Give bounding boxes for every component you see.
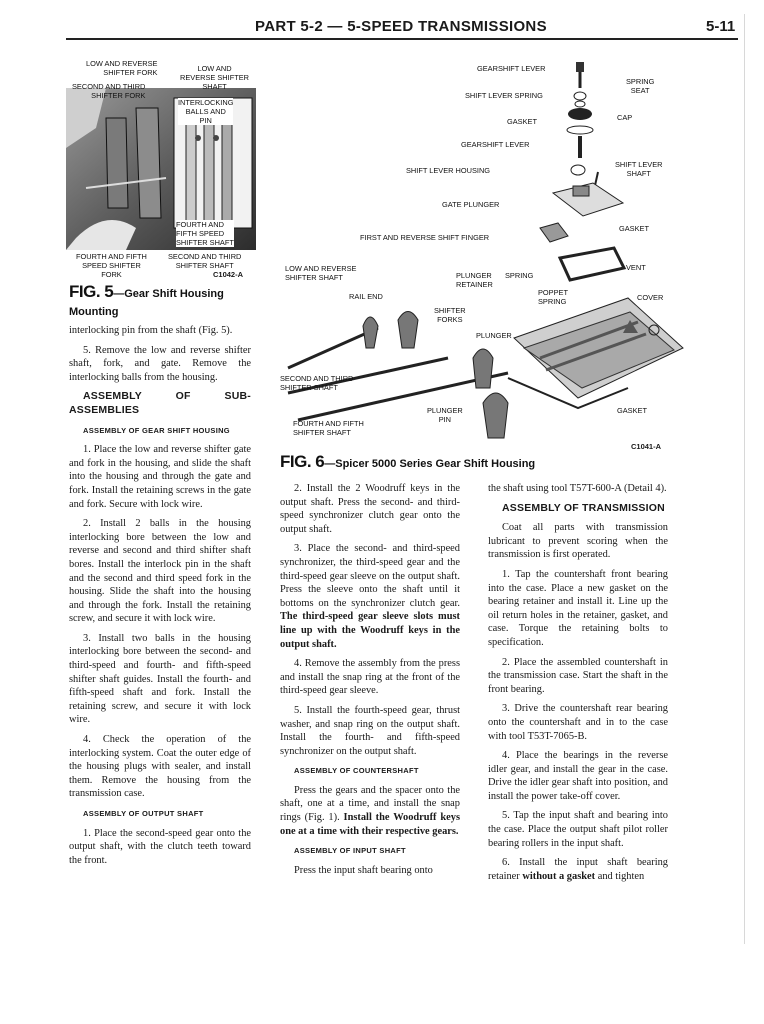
fig6-label-plunger-retainer: PLUNGER RETAINER <box>456 271 493 289</box>
fig5-label-low-rev-fork: LOW AND REVERSE SHIFTER FORK <box>86 59 158 77</box>
col3-step-6 <box>488 856 668 883</box>
fig6-label-shifter-forks: SHIFTER FORKS <box>434 306 466 324</box>
col2-input-shaft: Press the input shaft bearing onto <box>294 864 433 876</box>
fig6-label-spring-seat: SPRING SEAT <box>626 77 655 95</box>
col2-step-3 <box>280 542 460 651</box>
fig6-label-gearshift-lever-2: GEARSHIFT LEVER <box>461 140 530 149</box>
subheading-output-shaft: ASSEMBLY OF OUTPUT SHAFT <box>83 809 204 818</box>
fig6-label-shift-lever-housing: SHIFT LEVER HOUSING <box>406 166 491 175</box>
fig6-label-rail-end: RAIL END <box>349 292 383 301</box>
fig5-caption-number: FIG. 5 <box>69 282 114 301</box>
fig5-label-low-rev-shaft: LOW AND REVERSE SHIFTER SHAFT <box>180 64 249 91</box>
subheading-input-shaft: ASSEMBLY OF INPUT SHAFT <box>294 846 406 856</box>
fig6-caption-text: —Spicer 5000 Series Gear Shift Housing <box>324 458 536 470</box>
section-heading-transmission: ASSEMBLY OF TRANSMISSION <box>502 501 665 514</box>
fig5-caption-text: —Gear Shift Housing <box>113 288 224 300</box>
fig5-label-interlocking: INTERLOCKING BALLS AND PIN <box>178 98 234 125</box>
fig6-label-cap: CAP <box>617 113 633 122</box>
col1-interlock-text: interlocking pin from the shaft (Fig. 5). <box>69 325 233 336</box>
fig6-label-vent: VENT <box>626 263 646 272</box>
fig6-label-shift-lever-shaft: SHIFT LEVER SHAFT <box>615 160 663 178</box>
fig6-label-cover: COVER <box>637 293 664 302</box>
fig6-label-plunger-pin: PLUNGER PIN <box>427 406 463 424</box>
col3-step-6-bold: without a gasket <box>522 870 596 882</box>
col3-step-2: 2. Place the assembled countershaft in the transmission case. Start the shaft in the front bearing. <box>488 656 668 695</box>
fig5-caption-text2: Mounting <box>69 306 119 318</box>
col1-step-1: 1. Place the low and reverse shifter gate and fork in the housing, and slide the shaft into the housing and through the gate and fork. Install the retaining screws in the gate and fork. Secure with lock wire. <box>69 444 251 510</box>
col1-step-3: 3. Install two balls in the housing interlocking bore between the second- and third-speed and fourth- and fifth-speed shifter shaft guides. Install the fourth- and fifth-speed shaft and fork. Install the retaining screw, and secure it with lock wire. <box>69 632 251 726</box>
col3-step-6-text: 6. Install the input shaft bearing retainer <box>488 857 668 882</box>
fig6-label-gasket-top: GASKET <box>507 117 537 126</box>
fig5-label-fourth-fifth-shaft: FOURTH AND FIFTH SPEED SHIFTER SHAFT <box>176 220 234 247</box>
page-number: 5-11 <box>706 18 736 35</box>
fig5-label-second-third-shaft: SECOND AND THIRD SHIFTER SHAFT <box>168 252 242 270</box>
fig6-label-first-rev-finger: FIRST AND REVERSE SHIFT FINGER <box>360 233 490 242</box>
col3-step-3: 3. Drive the countershaft rear bearing onto the countershaft and in to the case with tool T53T-7065-B. <box>488 703 668 742</box>
subheading-gear-shift-housing: ASSEMBLY OF GEAR SHIFT HOUSING <box>83 425 230 435</box>
running-title: PART 5-2 — 5-SPEED TRANSMISSIONS <box>255 18 547 35</box>
col2-countershaft <box>280 784 460 838</box>
col2-step-4: 4. Remove the assembly from the press and install the snap ring at the front of the third-speed gear sleeve. <box>280 658 460 697</box>
fig6-label-gasket-right: GASKET <box>619 224 649 233</box>
col3-step-6-end: and tighten <box>597 870 645 882</box>
fig6-caption-number: FIG. 6 <box>280 452 325 471</box>
column-1 <box>69 324 251 873</box>
fig6-label-poppet-spring: POPPET SPRING <box>538 288 568 306</box>
column-3 <box>488 482 668 889</box>
col2-step-2: 2. Install the 2 Woodruff keys in the output shaft. Press the second- and third-speed synchronizer clutch gear onto the output shaft. <box>280 483 460 535</box>
fig6-caption <box>280 452 535 472</box>
col1-step-4: 4. Check the operation of the interlocking system. Coat the outer edge of the housing plugs with sealer, and install them. Remove the housing from the transmission case. <box>69 734 251 800</box>
fig5-code: C1042-A <box>213 270 244 279</box>
subheading-countershaft: ASSEMBLY OF COUNTERSHAFT <box>294 766 419 776</box>
fig6-code: C1041-A <box>631 442 662 451</box>
column-2 <box>280 482 460 883</box>
fig6-label-spring: SPRING <box>505 271 534 280</box>
fig5-label-second-third-fork: SECOND AND THIRD SHIFTER FORK <box>72 82 146 100</box>
fig6-label-shift-lever-spring: SHIFT LEVER SPRING <box>465 91 543 100</box>
col2-countershaft-text: Press the gears and the spacer onto the shaft, one at a time, and install the snap rings (Fig. 1). <box>280 784 460 824</box>
page-edge <box>744 14 745 944</box>
col3-step-5: 5. Tap the input shaft and bearing into the case. Place the output shaft pilot roller bearing rollers in the input shaft. <box>488 810 668 849</box>
fig6-label-gate-plunger: GATE PLUNGER <box>442 200 500 209</box>
fig6-label-plunger: PLUNGER <box>476 331 512 340</box>
col3-coat: Coat all parts with transmission lubricant to prevent scoring when the transmission is first operated. <box>488 522 668 561</box>
col1-output-step-1: 1. Place the second-speed gear onto the output shaft, with the clutch teeth toward the front. <box>69 827 251 866</box>
col3-step-1: 1. Tap the countershaft front bearing into the case. Place a new gasket on the bearing retainer and install it. Line up the oil return holes in the retainer, gasket, and case. Torque the retaining bolts to specification. <box>488 568 668 648</box>
col2-countershaft-bold: Install the Woodruff keys one at a time with their respective gears. <box>280 812 460 837</box>
fig5-label-fourth-fifth-fork: FOURTH AND FIFTH SPEED SHIFTER FORK <box>76 252 147 279</box>
header-rule <box>66 38 738 40</box>
col2-step-3-bold: The third-speed gear sleeve slots must line up with the Woodruff keys in the output shaft. <box>280 611 460 650</box>
col1-step-2: 2. Install 2 balls in the housing interlocking bore between the low and reverse and second and third shifter shaft bores. Install the interlock pin in the shaft and the second and third speed fork in the housing. Slide the shaft into the housing and through the fork. Install the retaining screw, and secure it with lock wire. <box>69 518 251 625</box>
col2-step-5: 5. Install the fourth-speed gear, thrust washer, and snap ring on the output shaft. Install the fourth- and fifth-speed synchronizer on the output shaft. <box>280 704 460 757</box>
fig5-caption <box>69 282 224 320</box>
col2-step-3-text: 3. Place the second- and third-speed synchronizer, the third-speed gear and the third-speed gear sleeve on the output shaft. Press the sleeve onto the shaft until it bottoms on the synchronizer clutch gear. <box>280 543 460 609</box>
fig6-label-gearshift-lever: GEARSHIFT LEVER <box>477 64 546 73</box>
col3-continued: the shaft using tool T57T-600-A (Detail 4). <box>488 483 667 494</box>
fig6-label-gasket-bottom: GASKET <box>617 406 647 415</box>
col1-step-5: 5. Remove the low and reverse shifter shaft, fork, and gate. Remove the interlocking balls from the housing. <box>69 344 251 383</box>
fig6-label-low-rev-shaft: LOW AND REVERSE SHIFTER SHAFT <box>285 264 357 282</box>
fig6-label-fourth-fifth-shaft: FOURTH AND FIFTH SHIFTER SHAFT <box>293 419 364 437</box>
section-heading-subassemblies: ASSEMBLY OF SUB-ASSEMBLIES <box>69 390 251 416</box>
col3-step-4: 4. Place the bearings in the reverse idler gear, and install the gear in the case. Drive the idler gear shaft into position, and install the power take-off cover. <box>488 750 668 802</box>
fig6-label-second-third-shaft: SECOND AND THIRD SHIFTER SHAFT <box>280 374 354 392</box>
